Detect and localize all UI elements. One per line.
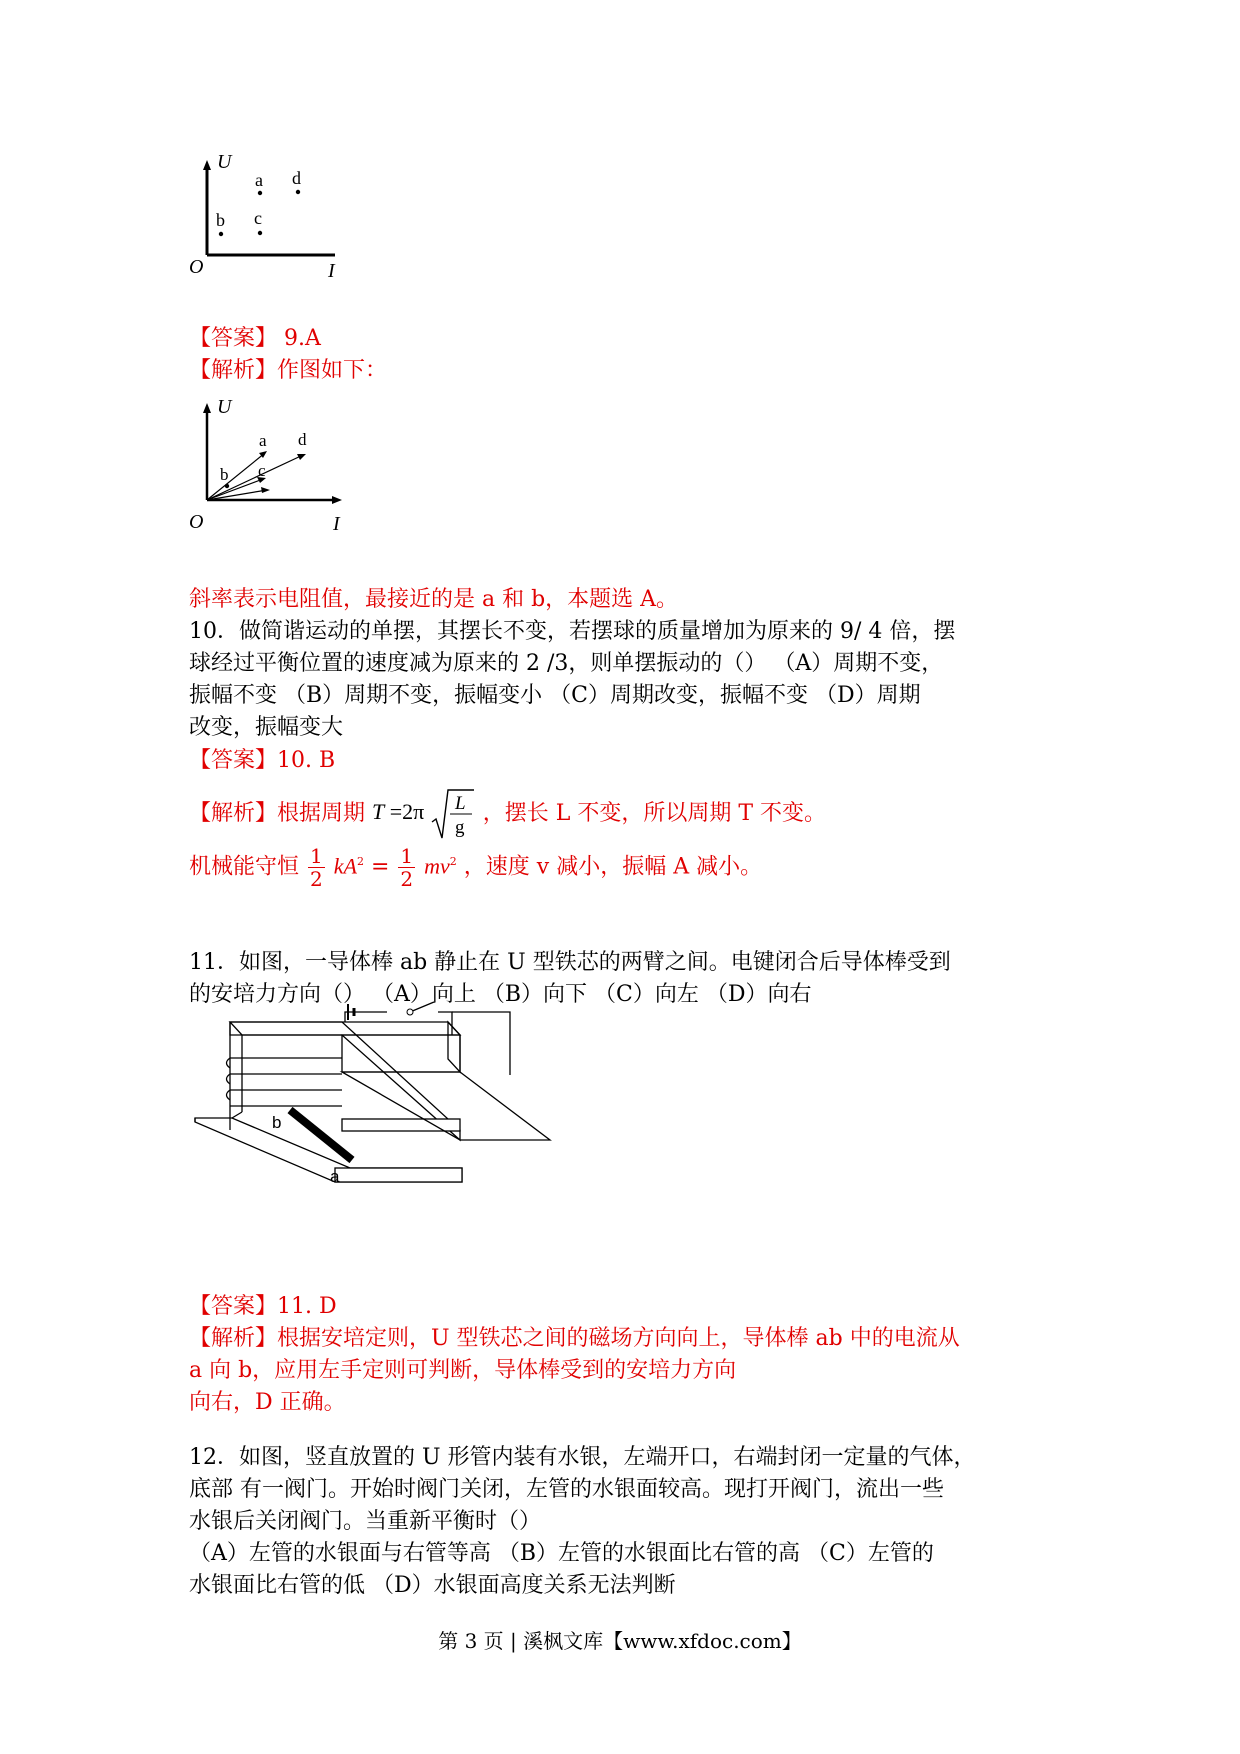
point-label-c: c [254, 208, 262, 228]
q10-analysis-suffix: ，摆长 L 不变，所以周期 T 不变。 [482, 801, 827, 826]
point-b [225, 484, 229, 488]
energy-kA: kA [333, 853, 357, 879]
q10-answer: 【答案】10. B [189, 748, 336, 773]
point-d [296, 190, 300, 194]
line-c [207, 479, 263, 500]
q12-line-1: 12．如图，竖直放置的 U 形管内装有水银，左端开口，右端封闭一定量的气体， [189, 1445, 976, 1470]
q11-analysis-2: a 向 b，应用左手定则可判断，导体棒受到的安培力方向 [189, 1358, 737, 1383]
period-formula [372, 786, 476, 842]
y-axis-label: U [217, 151, 232, 173]
q10-line-1: 10．做简谐运动的单摆，其摆长不变，若摆球的质量增加为原来的 9/ 4 倍，摆 [189, 619, 956, 644]
q9-answer: 【答案】 9.A [189, 326, 321, 351]
point-a [258, 191, 262, 195]
point-label-d: d [292, 168, 301, 188]
conductor-rod [290, 1110, 352, 1160]
energy-prefix: 机械能守恒 [189, 854, 300, 880]
formula-g: g [454, 817, 465, 838]
q10-analysis-prefix: 【解析】根据周期 [189, 801, 366, 826]
q10-line-2: 球经过平衡位置的速度减为原来的 2 /3，则单摆振动的（） （A）周期不变， [189, 651, 944, 676]
fraction-half-2: $\frac{1}{2}$ [400, 844, 414, 891]
energy-mv: mv [424, 853, 450, 879]
q11-analysis-1: 【解析】根据安培定则，U 型铁芯之间的磁场方向向上，导体棒 ab 中的电流从 [189, 1326, 960, 1351]
q12-line-5: 水银面比右管的低 （D）水银面高度关系无法判断 [189, 1573, 676, 1598]
q10-analysis [189, 786, 826, 842]
formula-eq: =2π [389, 799, 425, 825]
rod-label-b: b [272, 1113, 282, 1132]
energy-sq-2: 2 [449, 855, 457, 869]
figure-ui-slopes [189, 396, 385, 535]
energy-sq-1: 2 [356, 855, 364, 869]
x-axis-label: I [328, 260, 335, 282]
origin-label: O [189, 511, 204, 533]
q12-line-3: 水银后关闭阀门。当重新平衡时（） [189, 1509, 542, 1534]
q10-energy [189, 845, 762, 890]
x-axis-label: I [333, 513, 340, 535]
line-label-c: c [258, 461, 266, 480]
q9-conclusion: 斜率表示电阻值，最接近的是 a 和 b，本题选 A。 [189, 587, 679, 612]
q11-line-2: 的安培力方向（） （A）向上 （B）向下 （C）向左 （D）向右 [189, 982, 812, 1007]
y-axis-label: U [217, 396, 232, 418]
point-label-b: b [216, 210, 225, 230]
y-axis-arrow [203, 160, 211, 170]
x-axis-arrow [332, 496, 342, 504]
sqrt-symbol [430, 786, 476, 842]
line-b [207, 490, 267, 500]
formula-T: T [372, 799, 385, 825]
line-label-b: b [220, 465, 229, 484]
q11-answer: 【答案】11. D [189, 1294, 337, 1319]
q12-line-2: 底部 有一阀门。开始时阀门关闭，左管的水银面较高。现打开阀门，流出一些 [189, 1477, 944, 1502]
q10-line-4: 改变，振幅变大 [189, 715, 344, 740]
q11-analysis-3: 向右，D 正确。 [189, 1390, 346, 1415]
point-c [258, 231, 262, 235]
figure-iron-core [190, 1010, 560, 1210]
q11-line-1: 11．如图，一导体棒 ab 静止在 U 型铁芯的两臂之间。电键闭合后导体棒受到 [189, 950, 951, 975]
line-label-a: a [259, 431, 267, 450]
q9-analysis: 【解析】作图如下： [189, 358, 388, 383]
point-label-a: a [255, 170, 263, 190]
y-axis-arrow [203, 403, 211, 413]
line-label-d: d [298, 430, 307, 449]
figure-ui-points [189, 151, 385, 285]
line-b-arrow [261, 487, 270, 493]
energy-suffix: ，速度 v 减小，振幅 A 减小。 [463, 854, 763, 880]
energy-eq: = [370, 854, 390, 880]
formula-L: L [454, 793, 466, 814]
switch-contact [407, 1009, 413, 1015]
point-b [219, 232, 223, 236]
q12-line-4: （A）左管的水银面与右管等高 （B）左管的水银面比右管的高 （C）左管的 [189, 1541, 934, 1566]
fraction-half-1: $\frac{1}{2}$ [310, 844, 323, 891]
page-footer: 第 3 页 | 溪枫文库【www.xfdoc.com】 [438, 1629, 802, 1653]
q10-line-3: 振幅不变 （B）周期不变，振幅变小 （C）周期改变，振幅不变 （D）周期 [189, 683, 921, 708]
origin-label: O [189, 256, 204, 278]
rod-label-a: a [330, 1167, 340, 1186]
